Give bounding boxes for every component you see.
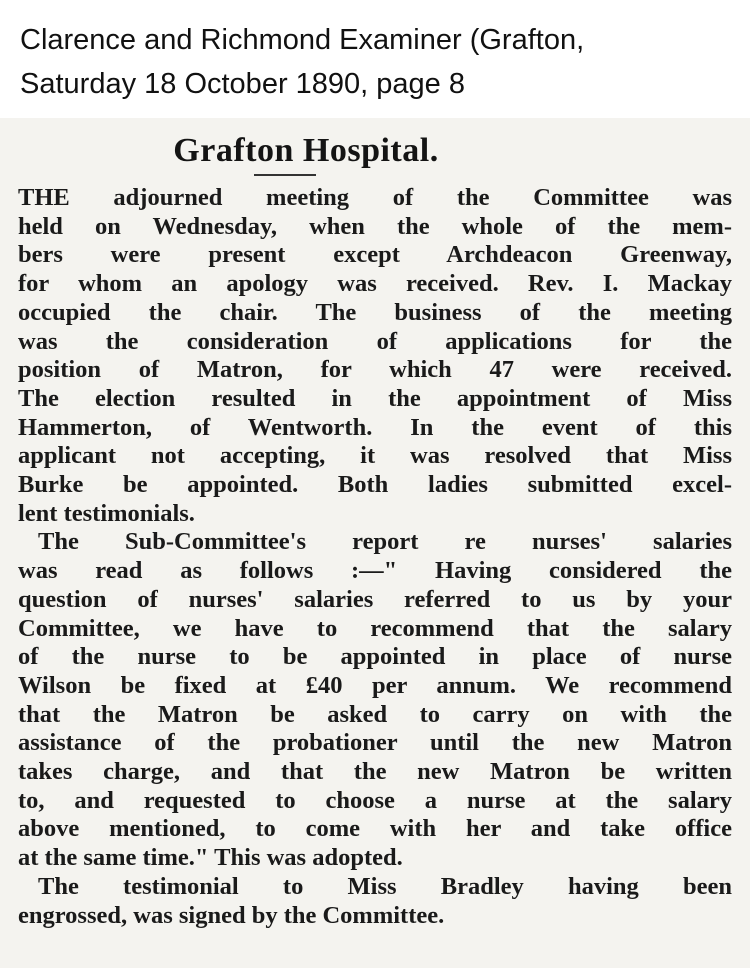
article-headline: Grafton Hospital.: [173, 132, 439, 169]
article-line: applicant not accepting, it was resolved that Miss: [18, 442, 732, 470]
article-line: that the Matron be asked to carry on with the: [18, 700, 732, 728]
article-line: of the nurse to be appointed in place of nurse: [18, 643, 732, 671]
article-line: Committee, we have to recommend that the salary: [18, 614, 732, 642]
source-caption: [20, 18, 740, 106]
article-line: takes charge, and that the new Matron be written: [18, 758, 732, 786]
article-line: assistance of the probationer until the new Matron: [18, 729, 732, 757]
article-line: was read as follows :—" Having considered the: [18, 557, 732, 585]
article-line: Burke be appointed. Both ladies submitted excel-: [18, 471, 732, 499]
article-line: held on Wednesday, when the whole of the mem-: [18, 212, 732, 240]
headline-rule: [254, 174, 316, 176]
article-line: above mentioned, to come with her and take office: [18, 815, 732, 843]
article-line: The election resulted in the appointment of Miss: [18, 384, 732, 412]
article-line: The testimonial to Miss Bradley having been: [38, 872, 732, 900]
article-line: The Sub-Committee's report re nurses' salaries: [38, 528, 732, 556]
article-line: Hammerton, of Wentworth. In the event of this: [18, 413, 732, 441]
article-line: position of Matron, for which 47 were received.: [18, 356, 732, 384]
article-line: to, and requested to choose a nurse at the salary: [18, 786, 732, 814]
article-body: [18, 184, 732, 930]
article-line: bers were present except Archdeacon Greenway,: [18, 241, 732, 269]
article-line: for whom an apology was received. Rev. I. Mackay: [18, 270, 732, 298]
caption-line-2: Saturday 18 October 1890, page 8: [20, 68, 465, 100]
article-line: THE adjourned meeting of the Committee was: [18, 184, 732, 211]
article-line: Wilson be fixed at £40 per annum. We recommend: [18, 671, 732, 699]
newspaper-clipping: [0, 118, 750, 968]
article-line: engrossed, was signed by the Committee.: [18, 901, 445, 929]
article-line: occupied the chair. The business of the meeting: [18, 298, 732, 326]
article-line: was the consideration of applications for the: [18, 327, 732, 355]
article-line: lent testimonials.: [18, 499, 195, 527]
caption-line-1: Clarence and Richmond Examiner (Grafton,: [20, 24, 585, 56]
article-line: at the same time." This was adopted.: [18, 844, 403, 872]
article-line: question of nurses' salaries referred to us by your: [18, 585, 732, 613]
